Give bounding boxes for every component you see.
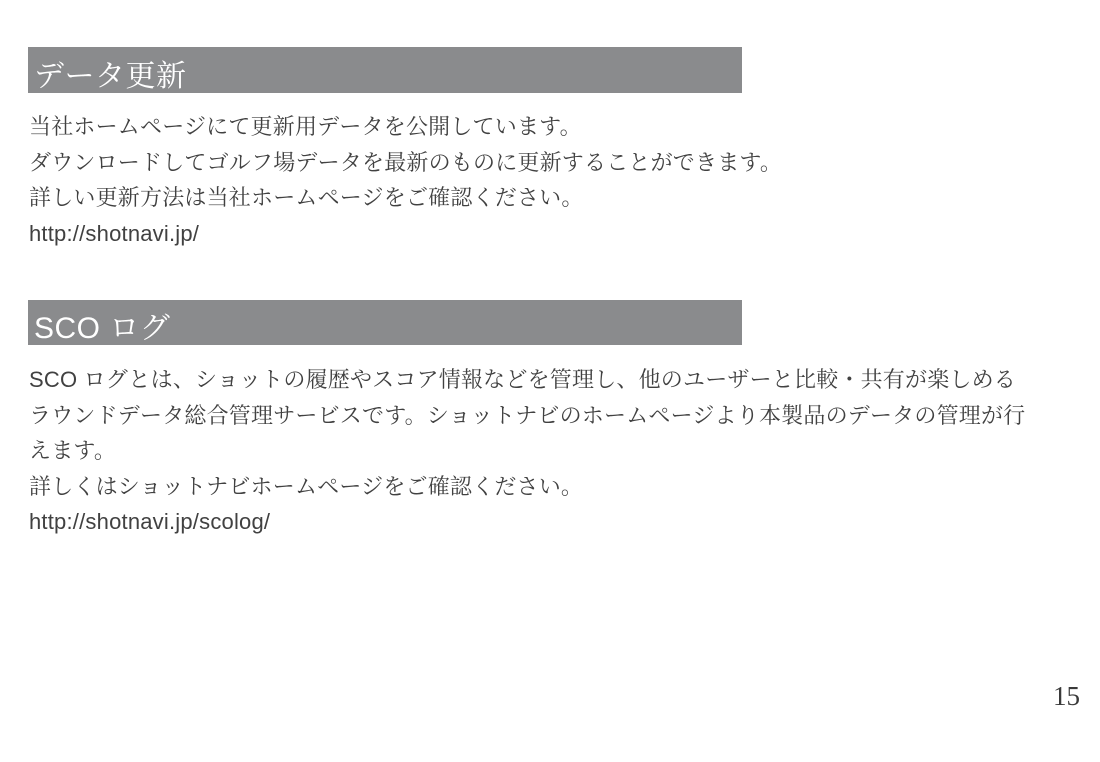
sco-log-paragraph [29, 362, 1025, 540]
body-line: ダウンロードしてゴルフ場データを最新のものに更新することができます。 [29, 149, 783, 175]
section-header-sco-log [28, 300, 742, 345]
body-line: ラウンドデータ総合管理サービスです。ショットナビのホームページより本製品のデータの管理が行 [29, 402, 1026, 428]
url-text-scolog: http://shotnavi.jp/scolog/ [29, 509, 271, 534]
page-number: 15 [1053, 681, 1080, 711]
body-line: SCO ログとは、ショットの履歴やスコア情報などを管理し、他のユーザーと比較・共有が楽しめる [29, 367, 1016, 392]
body-line: 詳しい更新方法は当社ホームページをご確認ください。 [29, 185, 584, 210]
body-line: 当社ホームページにて更新用データを公開しています。 [29, 114, 582, 139]
section-header-data-update-label: データ更新 [34, 59, 187, 93]
section-header-data-update [28, 47, 742, 93]
body-line: 詳しくはショットナビホームページをご確認ください。 [29, 473, 584, 499]
body-line: えます。 [29, 438, 117, 463]
url-text-shotnavi: http://shotnavi.jp/ [29, 220, 200, 246]
section-header-sco-log-label: SCO ログ [34, 312, 171, 345]
data-update-paragraph [29, 109, 782, 251]
